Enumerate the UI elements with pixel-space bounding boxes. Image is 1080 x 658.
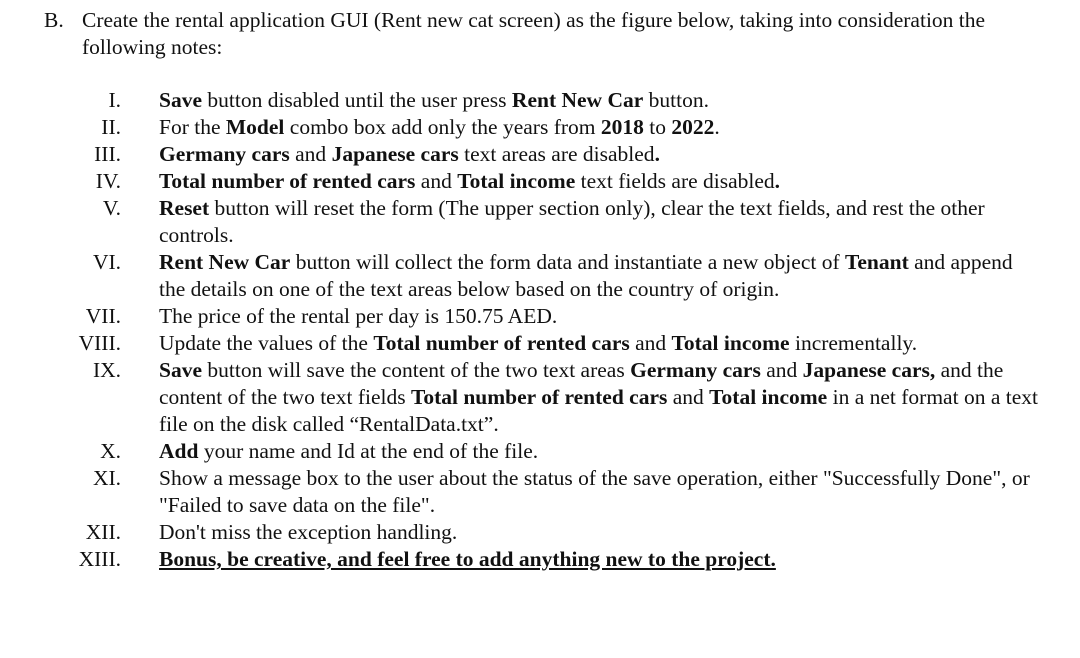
list-item-number: I. xyxy=(108,88,121,112)
text-run: The price of the rental per day is 150.75 AED. xyxy=(159,304,558,328)
list-item-text xyxy=(159,87,1039,114)
bold-text: Total number of rented cars xyxy=(159,169,416,193)
list-item xyxy=(0,438,1080,465)
list-item-text xyxy=(159,195,1039,249)
text-run: button disabled until the user press xyxy=(202,88,512,112)
text-run: and append the details on one of the text areas below based on the country of origin. xyxy=(159,250,1013,301)
bold-text: Save xyxy=(159,88,202,112)
text-run: button will reset the form (The upper section only), clear the text fields, and rest the other controls. xyxy=(159,196,985,247)
bold-text: Germany cars xyxy=(159,142,290,166)
text-run: your name and Id at the end of the file. xyxy=(198,439,539,463)
list-item-number: II. xyxy=(101,115,121,139)
text-run: text areas are disabled xyxy=(458,142,655,166)
bold-text: Rent New Car xyxy=(511,88,644,112)
list-item-number: V. xyxy=(102,196,121,220)
list-item xyxy=(0,330,1080,357)
list-item-number: XII. xyxy=(85,520,121,544)
list-item-text xyxy=(159,330,1039,357)
list-item xyxy=(0,114,1080,141)
text-run: in a net format on a text file on the disk called “RentalData.txt”. xyxy=(159,385,1038,436)
bold-text: Rent New Car xyxy=(159,250,291,274)
list-item xyxy=(0,357,1080,438)
list-item xyxy=(0,195,1080,249)
bold-text: . xyxy=(654,142,660,166)
list-item-number: XIII. xyxy=(78,547,121,571)
text-run: button. xyxy=(643,88,709,112)
text-run: and the content of the two text fields xyxy=(159,358,1004,409)
text-run: button will save the content of the two text areas xyxy=(202,358,631,382)
text-run: combo box add only the years from xyxy=(284,115,601,139)
bold-text: Add xyxy=(159,439,199,463)
list-item-text xyxy=(159,519,1039,546)
bold-text: Germany cars xyxy=(630,358,761,382)
text-run: and xyxy=(415,169,458,193)
list-item xyxy=(0,303,1080,330)
section-letter: B. xyxy=(44,8,64,32)
bold-text: 2018 xyxy=(600,115,644,139)
list-item xyxy=(0,519,1080,546)
text-run: and xyxy=(760,358,803,382)
bold-text: Model xyxy=(225,115,285,139)
list-item-number: III. xyxy=(94,142,121,166)
list-item-text xyxy=(159,168,1039,195)
section-intro-text: Create the rental application GUI (Rent new cat screen) as the figure below, taking into consideration the following notes: xyxy=(82,8,986,59)
bold-text: Reset xyxy=(159,196,210,220)
bold-text: Japanese cars, xyxy=(802,358,936,382)
bold-text: Save xyxy=(159,358,202,382)
list-item-number: VIII. xyxy=(78,331,121,355)
text-run: Update the values of the xyxy=(159,331,374,355)
list-item-text xyxy=(159,546,1039,573)
text-run: . xyxy=(714,115,720,139)
text-run: and xyxy=(667,385,710,409)
text-run: and xyxy=(629,331,672,355)
list-item-number: IX. xyxy=(92,358,121,382)
text-run: text fields are disabled xyxy=(575,169,775,193)
bold-text: Total number of rented cars xyxy=(410,385,668,409)
list-item-text xyxy=(159,438,1039,465)
list-item xyxy=(0,249,1080,303)
list-item-text xyxy=(159,303,1039,330)
list-item-number: IV. xyxy=(95,169,121,193)
list-item-number: VI. xyxy=(92,250,121,274)
bold-text: Total income xyxy=(671,331,790,355)
list-item-text xyxy=(159,465,1039,519)
notes-list xyxy=(0,87,1080,573)
bold-text: Tenant xyxy=(845,250,909,274)
text-run: and xyxy=(289,142,332,166)
text-run: to xyxy=(643,115,672,139)
bold-text: 2022 xyxy=(671,115,715,139)
bold-text: Bonus, be creative, and feel free to add anything new to the project. xyxy=(159,547,776,571)
bold-text: Total income xyxy=(457,169,576,193)
text-run: For the xyxy=(159,115,226,139)
text-run: Don't miss the exception handling. xyxy=(159,520,458,544)
list-item xyxy=(0,546,1080,573)
list-item xyxy=(0,465,1080,519)
list-item-number: X. xyxy=(100,439,121,463)
text-run: button will collect the form data and instantiate a new object of xyxy=(290,250,846,274)
bold-text: Total income xyxy=(709,385,828,409)
bold-text: Japanese cars xyxy=(331,142,459,166)
bold-text: Total number of rented cars xyxy=(373,331,630,355)
text-run: incrementally. xyxy=(789,331,918,355)
list-item-number: VII. xyxy=(85,304,121,328)
list-item-text xyxy=(159,249,1039,303)
list-item xyxy=(0,141,1080,168)
list-item-number: XI. xyxy=(92,466,121,490)
bold-text: . xyxy=(774,169,781,193)
text-run: Show a message box to the user about the status of the save operation, either "Successfully Done", or "Failed to save data on the file". xyxy=(159,466,1030,517)
list-item-text xyxy=(159,141,1039,168)
list-item-text xyxy=(159,114,1039,141)
list-item xyxy=(0,87,1080,114)
list-item xyxy=(0,168,1080,195)
list-item-text xyxy=(159,357,1039,438)
